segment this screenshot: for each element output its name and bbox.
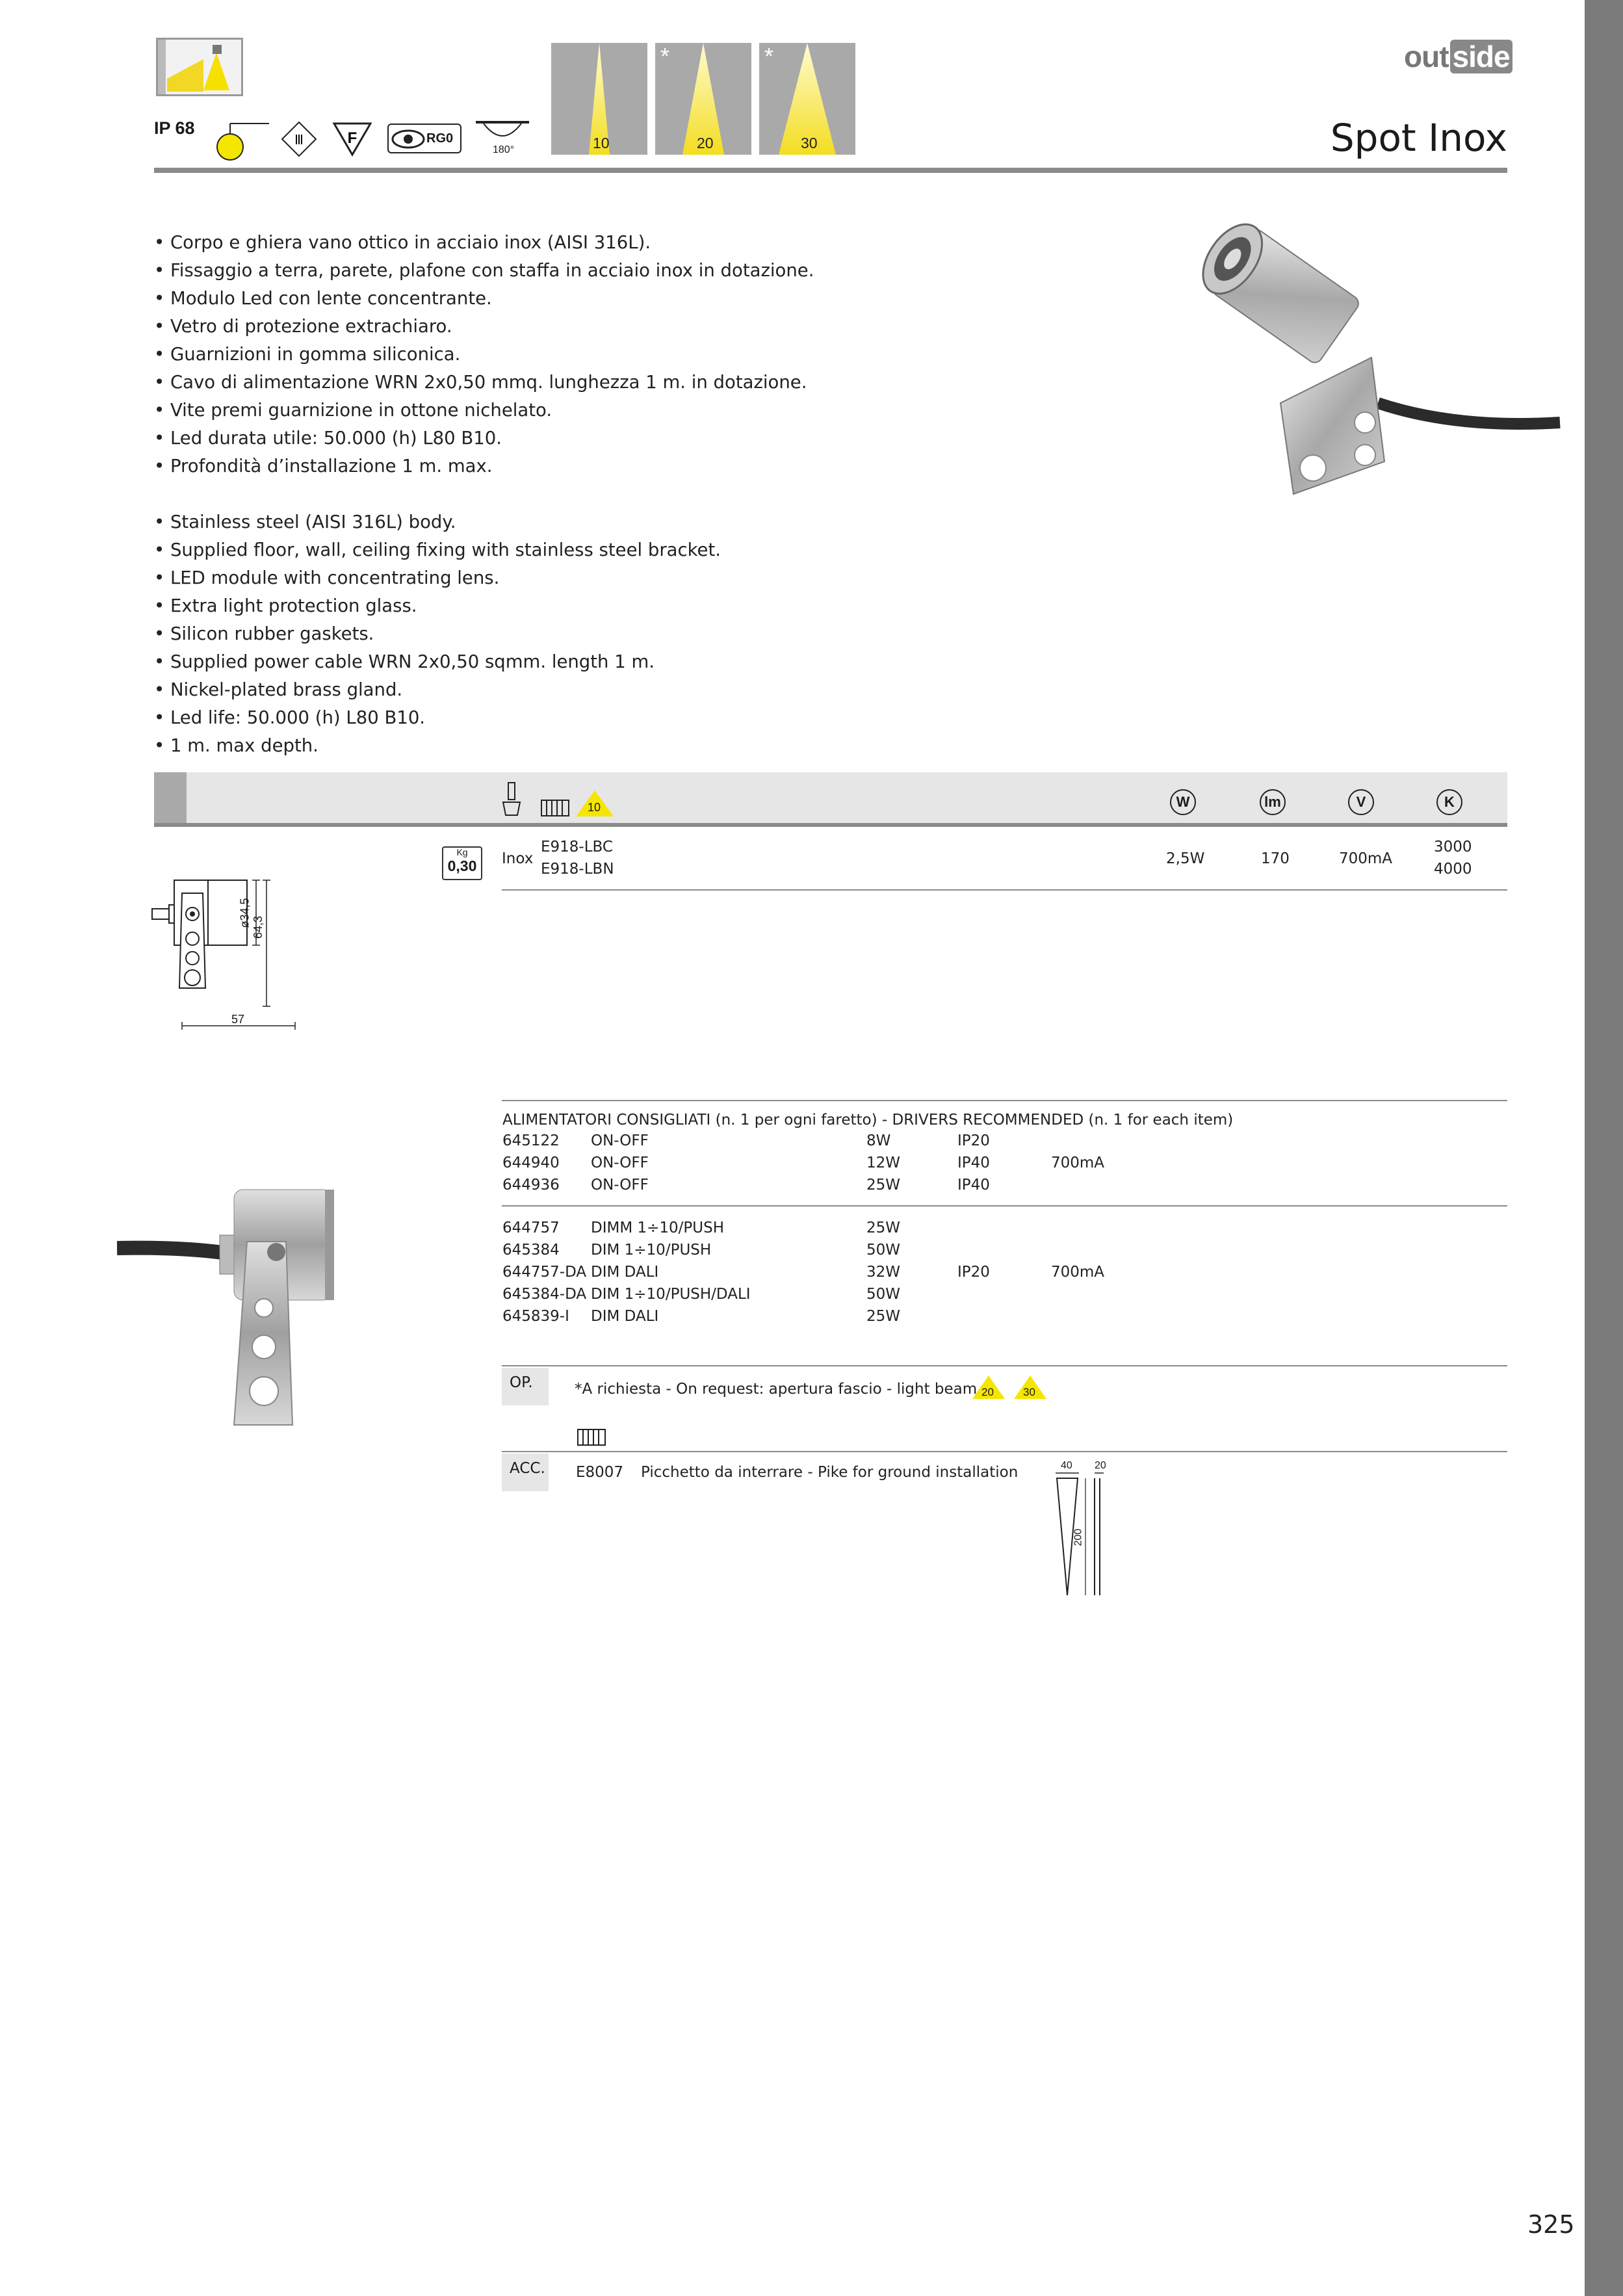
driver-current: 700mA <box>1051 1155 1105 1171</box>
dim-diameter: ø34,5 <box>238 898 252 928</box>
options-rule <box>502 1365 1507 1366</box>
drivers-top-rule <box>502 1100 1507 1101</box>
driver-row <box>502 1220 1477 1242</box>
driver-watt: 25W <box>866 1308 901 1325</box>
driver-ip: IP20 <box>957 1132 990 1149</box>
driver-watt: 25W <box>866 1177 901 1194</box>
product-row-rule <box>502 889 1507 891</box>
desc-en-line: • Nickel-plated brass gland. <box>154 679 403 700</box>
beam-10-label: 10 <box>593 135 610 151</box>
beam-10-badge <box>575 789 615 818</box>
driver-type: DIM DALI <box>591 1264 659 1281</box>
desc-en-line: • Silicon rubber gaskets. <box>154 623 374 644</box>
driver-watt: 32W <box>866 1264 901 1281</box>
beam-angle-icon <box>474 120 530 159</box>
table-header-band <box>154 772 1507 826</box>
table-header-rule <box>154 823 1507 827</box>
desc-it-line: • Fissaggio a terra, parete, plafone con staffa in acciaio inox in dotazione. <box>154 260 814 281</box>
beam-20-star: * <box>660 43 670 70</box>
desc-it-line: • Guarnizioni in gomma siliconica. <box>154 344 461 365</box>
weight-badge <box>442 846 482 880</box>
accessory-text: Picchetto da interrare - Pike for ground installation <box>641 1464 1019 1481</box>
kelvin-icon: K <box>1436 789 1462 815</box>
weight-value: 0,30 <box>447 857 477 874</box>
kelvin-value-1: 3000 <box>1434 839 1472 855</box>
beam-20-box <box>655 43 751 155</box>
beam-20-label: 20 <box>697 135 714 151</box>
finish-label: Inox <box>502 850 534 867</box>
driver-current: 700mA <box>1051 1264 1105 1281</box>
pike-dim-width: 40 <box>1061 1460 1072 1471</box>
drivers-group-onoff <box>502 1132 1477 1199</box>
desc-en-line: • Supplied power cable WRN 2x0,50 sqmm. length 1 m. <box>154 651 655 672</box>
f-mark-label: F <box>347 129 357 147</box>
desc-it-line: • Vite premi guarnizione in ottone nichelato. <box>154 400 552 421</box>
driver-ip: IP20 <box>957 1264 990 1281</box>
driver-row <box>502 1177 1477 1199</box>
desc-it-line: • Profondità d’installazione 1 m. max. <box>154 456 493 476</box>
beam-30-star: * <box>764 43 774 70</box>
driver-code: 645839-I <box>502 1308 569 1325</box>
desc-en-line: • Led life: 50.000 (h) L80 B10. <box>154 707 426 728</box>
beam-10-box <box>551 43 647 155</box>
drivers-heading: ALIMENTATORI CONSIGLIATI (n. 1 per ogni faretto) - DRIVERS RECOMMENDED (n. 1 for each item) <box>502 1112 1234 1128</box>
driver-ip: IP40 <box>957 1177 990 1194</box>
led-module-icon <box>541 800 569 820</box>
description-italian <box>154 229 814 480</box>
product-code-2: E918-LBN <box>541 861 614 878</box>
driver-row <box>502 1132 1477 1155</box>
driver-code: 645384-DA <box>502 1286 587 1303</box>
driver-type: ON-OFF <box>591 1177 649 1194</box>
page-title: Spot Inox <box>1330 116 1507 160</box>
pike-drawing <box>1049 1460 1114 1598</box>
beam-badge-label: 10 <box>588 801 601 814</box>
desc-it-line: • Vetro di protezione extrachiaro. <box>154 316 452 337</box>
driver-code: 644936 <box>502 1177 560 1194</box>
desc-it-line: • Cavo di alimentazione WRN 2x0,50 mmq. lunghezza 1 m. in dotazione. <box>154 372 807 393</box>
brand-logo <box>1404 39 1513 74</box>
accessories-tag: ACC. <box>502 1454 549 1491</box>
driver-code: 645122 <box>502 1132 560 1149</box>
driver-row <box>502 1308 1477 1330</box>
desc-en-line: • 1 m. max depth. <box>154 735 318 756</box>
brand-part2: side <box>1450 40 1513 73</box>
watt-icon: W <box>1170 789 1196 815</box>
class-iii-icon <box>281 121 317 161</box>
option-beam-30-badge <box>1013 1374 1048 1400</box>
driver-type: ON-OFF <box>591 1155 649 1171</box>
technical-drawing <box>148 871 343 1034</box>
driver-watt: 8W <box>866 1132 891 1149</box>
accessory-code: E8007 <box>576 1464 624 1481</box>
options-text: *A richiesta - On request: apertura fascio - light beam <box>575 1381 978 1398</box>
driver-watt: 25W <box>866 1220 901 1236</box>
drivers-mid-rule <box>502 1205 1507 1207</box>
option-beam-20-badge <box>971 1374 1006 1400</box>
lumen-value: 170 <box>1261 850 1290 867</box>
product-code-1: E918-LBC <box>541 839 613 855</box>
desc-en-line: • LED module with concentrating lens. <box>154 567 500 588</box>
driver-type: DIMM 1÷10/PUSH <box>591 1220 725 1236</box>
beam-30-label: 30 <box>801 135 818 151</box>
driver-type: DIM 1÷10/PUSH/DALI <box>591 1286 751 1303</box>
pike-dim-side: 20 <box>1095 1460 1106 1471</box>
page-number: 325 <box>1527 2210 1575 2239</box>
weight-unit: Kg <box>456 847 468 857</box>
desc-en-line: • Supplied floor, wall, ceiling fixing with stainless steel bracket. <box>154 540 721 560</box>
option-led-module-icon <box>577 1429 606 1449</box>
table-header-marker <box>154 772 187 826</box>
brand-part1: out <box>1404 40 1449 73</box>
angle-label: 180° <box>493 144 515 155</box>
driver-row <box>502 1155 1477 1177</box>
page-edge-band <box>1585 0 1623 2296</box>
svg-text:Ⅲ: Ⅲ <box>294 132 304 148</box>
driver-row <box>502 1264 1477 1286</box>
driver-row <box>502 1242 1477 1264</box>
description-english <box>154 508 721 760</box>
beam-30-box <box>759 43 855 155</box>
driver-ip: IP40 <box>957 1155 990 1171</box>
lamp-icon <box>500 781 523 821</box>
drivers-group-dimmable <box>502 1220 1477 1330</box>
driver-watt: 50W <box>866 1286 901 1303</box>
dim-height: 64,3 <box>252 915 265 939</box>
option-beam-20-label: 20 <box>981 1386 994 1398</box>
driver-watt: 50W <box>866 1242 901 1259</box>
driver-code: 644757 <box>502 1220 560 1236</box>
desc-it-line: • Led durata utile: 50.000 (h) L80 B10. <box>154 428 502 449</box>
kelvin-value-2: 4000 <box>1434 861 1472 878</box>
driver-watt: 12W <box>866 1155 901 1171</box>
driver-code: 644940 <box>502 1155 560 1171</box>
driver-row <box>502 1286 1477 1308</box>
desc-en-line: • Extra light protection glass. <box>154 595 417 616</box>
ip-rating: IP 68 <box>154 118 195 138</box>
options-tag: OP. <box>502 1368 549 1405</box>
driver-code: 645384 <box>502 1242 560 1259</box>
pike-dim-length: 200 <box>1072 1528 1084 1546</box>
f-mark-icon <box>333 121 372 161</box>
photobiological-risk-icon <box>387 124 461 153</box>
driver-type: DIM 1÷10/PUSH <box>591 1242 712 1259</box>
desc-en-line: • Stainless steel (AISI 316L) body. <box>154 512 456 532</box>
driver-type: ON-OFF <box>591 1132 649 1149</box>
desc-it-line: • Modulo Led con lente concentrante. <box>154 288 492 309</box>
lumen-icon: lm <box>1260 789 1286 815</box>
driver-code: 644757-DA <box>502 1264 587 1281</box>
volt-icon: V <box>1348 789 1374 815</box>
desc-it-line: • Corpo e ghiera vano ottico in acciaio inox (AISI 316L). <box>154 232 651 253</box>
current-value: 700mA <box>1339 850 1393 867</box>
driver-type: DIM DALI <box>591 1308 659 1325</box>
option-beam-30-label: 30 <box>1023 1386 1035 1398</box>
dim-width: 57 <box>231 1013 245 1026</box>
submersible-icon <box>212 121 270 166</box>
installation-icon <box>156 38 243 96</box>
product-photo <box>1183 208 1566 514</box>
power-value: 2,5W <box>1166 850 1205 867</box>
rg-label: RG0 <box>426 131 454 146</box>
header-rule <box>154 168 1507 173</box>
accessories-rule <box>502 1451 1507 1452</box>
product-photo-side <box>117 1164 422 1437</box>
